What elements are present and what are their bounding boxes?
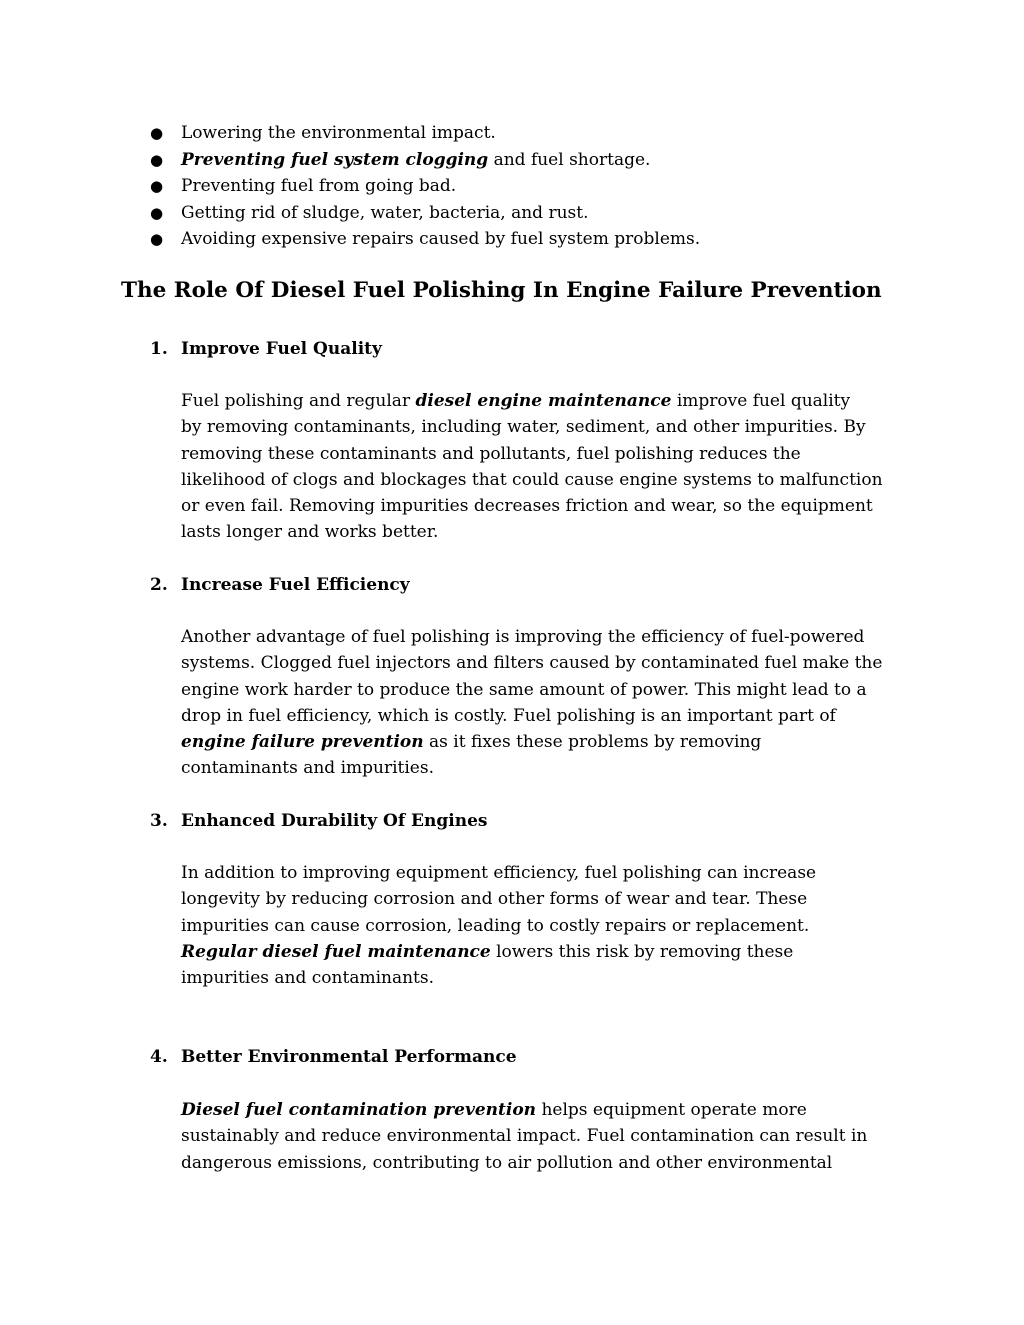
list-number: 3. (150, 811, 168, 831)
bullet-dot-icon: ● (150, 150, 164, 169)
paragraph (181, 388, 911, 546)
bullet-item (150, 226, 700, 253)
paragraph-line: impurities can cause corrosion, leading to costly repairs or replacement. (181, 915, 810, 936)
bullet-item (150, 120, 700, 147)
text-run: improve fuel quality (671, 391, 851, 411)
paragraph-line (181, 939, 911, 965)
paragraph-line: or even fail. Removing impurities decreases friction and wear, so the equipment (181, 496, 873, 517)
bullet-list (150, 120, 700, 253)
paragraph-line: contaminants and impurities. (181, 758, 434, 779)
numbered-heading (150, 336, 382, 362)
paragraph-line: sustainably and reduce environmental impact. Fuel contamination can result in (181, 1126, 868, 1147)
paragraph-line: likelihood of clogs and blockages that could cause engine systems to malfunction (181, 469, 883, 490)
list-number: 1. (150, 339, 168, 359)
numbered-heading (150, 572, 410, 598)
bullet-text: Preventing fuel from going bad. (181, 176, 457, 197)
bullet-emphasis: Preventing fuel system clogging (181, 149, 489, 170)
paragraph-line: drop in fuel efficiency, which is costly. Fuel polishing is an important part of (181, 705, 836, 726)
paragraph (181, 860, 911, 991)
section-heading: The Role Of Diesel Fuel Polishing In Engine Failure Prevention (121, 278, 882, 303)
paragraph-line: dangerous emissions, contributing to air pollution and other environmental (181, 1152, 833, 1173)
bullet-dot-icon: ● (150, 124, 164, 142)
text-run: helps equipment operate more (536, 1100, 807, 1120)
numbered-heading-title: Better Environmental Performance (181, 1047, 517, 1067)
paragraph-line (181, 1097, 911, 1123)
emphasis-text: Regular diesel fuel maintenance (181, 941, 491, 962)
numbered-heading (150, 808, 487, 834)
bullet-dot-icon: ● (150, 230, 164, 249)
paragraph-line: by removing contaminants, including water, sediment, and other impurities. By (181, 417, 866, 438)
bullet-text: Avoiding expensive repairs caused by fuel system problems. (181, 229, 701, 250)
bullet-dot-icon: ● (150, 177, 164, 196)
paragraph-line: Another advantage of fuel polishing is improving the efficiency of fuel-powered (181, 627, 865, 647)
paragraph (181, 1097, 911, 1176)
list-number: 2. (150, 575, 168, 595)
paragraph-line: systems. Clogged fuel injectors and filters caused by contaminated fuel make the (181, 653, 883, 674)
paragraph-line: removing these contaminants and pollutants, fuel polishing reduces the (181, 443, 801, 464)
numbered-heading-title: Increase Fuel Efficiency (181, 575, 410, 595)
paragraph-line: impurities and contaminants. (181, 968, 434, 989)
text-run: Fuel polishing and regular (181, 391, 416, 411)
paragraph-line: lasts longer and works better. (181, 522, 439, 543)
paragraph (181, 624, 911, 782)
bullet-item (150, 147, 700, 174)
bullet-text: and fuel shortage. (488, 149, 651, 170)
numbered-heading-title: Improve Fuel Quality (181, 339, 382, 359)
bullet-dot-icon: ● (150, 203, 164, 222)
numbered-heading (150, 1044, 517, 1070)
bullet-text: Getting rid of sludge, water, bacteria, and rust. (181, 202, 589, 223)
text-run: as it fixes these problems by removing (423, 732, 762, 753)
emphasis-text: engine failure prevention (181, 732, 424, 753)
paragraph-line (181, 729, 911, 755)
list-number: 4. (150, 1047, 168, 1067)
numbered-heading-title: Enhanced Durability Of Engines (181, 811, 488, 831)
paragraph-line: engine work harder to produce the same amount of power. This might lead to a (181, 679, 867, 700)
bullet-text: Lowering the environmental impact. (181, 123, 496, 143)
emphasis-text: Diesel fuel contamination prevention (181, 1100, 537, 1120)
paragraph-line: In addition to improving equipment efficiency, fuel polishing can increase (181, 863, 817, 883)
bullet-item (150, 173, 700, 200)
emphasis-text: diesel engine maintenance (415, 391, 672, 411)
text-run: lowers this risk by removing these (490, 941, 794, 962)
bullet-item (150, 200, 700, 227)
paragraph-line (181, 388, 911, 414)
paragraph-line: longevity by reducing corrosion and other forms of wear and tear. These (181, 889, 808, 910)
